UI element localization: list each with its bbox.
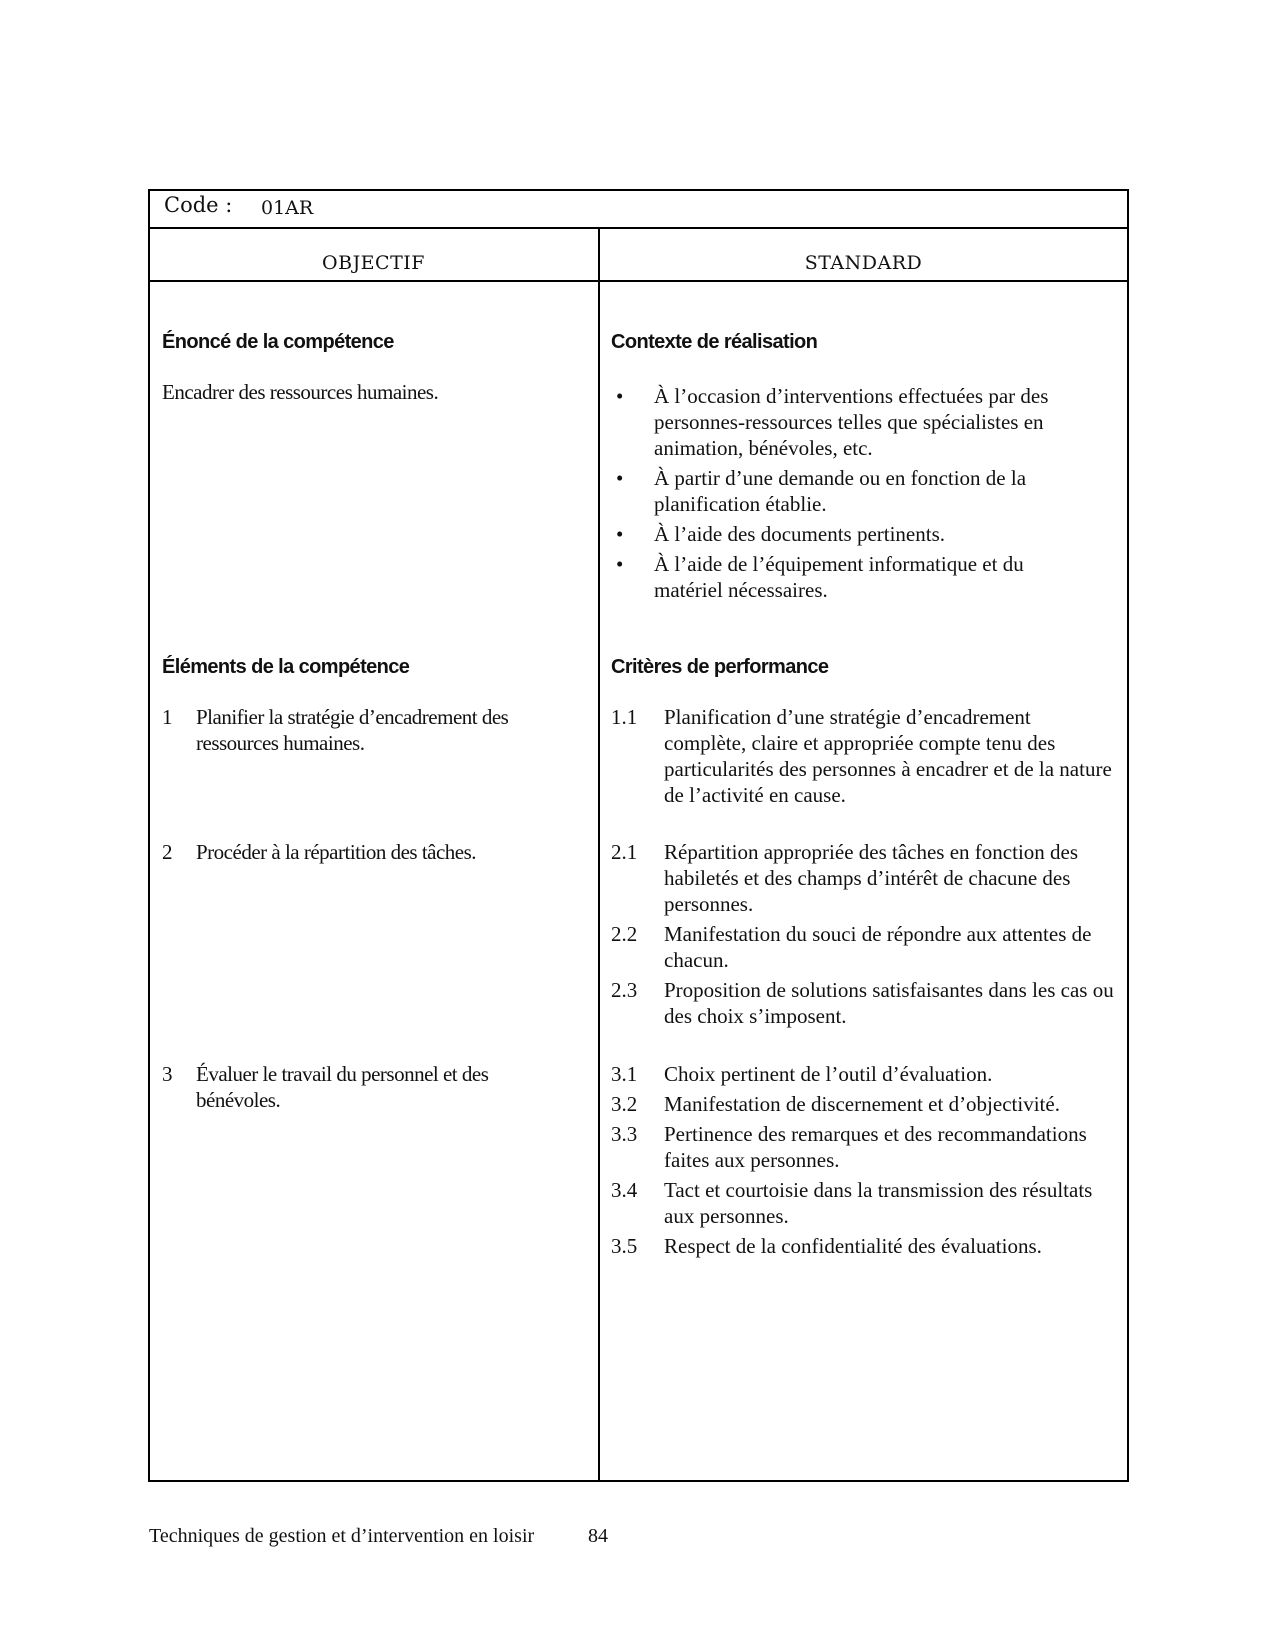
contexte-text: À l’aide de l’équipement informatique et du matériel nécessaires. (654, 552, 1024, 602)
element-item (162, 839, 582, 865)
critere-number: 2.3 (611, 978, 638, 1002)
critere-item (611, 704, 1116, 808)
critere-number: 3.5 (611, 1234, 638, 1258)
enonce-text: Encadrer des ressources humaines. (162, 380, 439, 404)
critere-number: 2.1 (611, 840, 638, 864)
critere-item (611, 1091, 1116, 1117)
criteres-group-2 (611, 839, 1116, 1029)
critere-number: 3.4 (611, 1178, 638, 1202)
objectif-header: OBJECTIF (322, 252, 425, 274)
critere-text: Choix pertinent de l’outil d’évaluation. (664, 1062, 993, 1086)
code-label: Code : (164, 193, 233, 217)
table-border-top (148, 189, 1128, 191)
contexte-text: À partir d’une demande ou en fonction de la planification établie. (654, 466, 1027, 516)
critere-item (611, 977, 1116, 1029)
contexte-item (611, 465, 1081, 517)
contexte-text: À l’aide des documents pertinents. (654, 522, 946, 546)
critere-text: Proposition de solutions satisfaisantes dans les cas ou des choix s’imposent. (664, 978, 1114, 1028)
element-text: Procéder à la répartition des tâches. (196, 840, 477, 864)
element-number: 1 (162, 705, 172, 729)
contexte-item (611, 551, 1081, 603)
critere-item (611, 1233, 1116, 1259)
column-divider (598, 228, 600, 1481)
elements-title: Éléments de la compétence (162, 656, 410, 678)
critere-text: Planification d’une stratégie d’encadrement complète, claire et appropriée compte tenu des particularités des personnes à encadrer et de la nature de l’activité en cause. (664, 705, 1112, 807)
critere-text: Répartition appropriée des tâches en fonction des habiletés et des champs d’intérêt de chacune des personnes. (664, 840, 1079, 916)
element-text: Planifier la stratégie d’encadrement des ressources humaines. (196, 705, 509, 755)
criteres-group-1 (611, 704, 1116, 808)
code-value: 01AR (261, 197, 314, 219)
element-item (162, 1061, 562, 1113)
contexte-title: Contexte de réalisation (611, 331, 818, 353)
page-number: 84 (588, 1525, 608, 1547)
contexte-list (611, 383, 1081, 603)
element-item (162, 704, 582, 756)
bullet-icon: • (616, 522, 624, 546)
table-border-right (1127, 189, 1129, 1482)
criteres-group-3 (611, 1061, 1116, 1259)
element-number: 2 (162, 840, 172, 864)
critere-text: Manifestation de discernement et d’objectivité. (664, 1092, 1060, 1116)
critere-text: Respect de la confidentialité des évaluations. (664, 1234, 1042, 1258)
critere-number: 3.1 (611, 1062, 638, 1086)
critere-number: 1.1 (611, 705, 638, 729)
bullet-icon: • (616, 384, 624, 408)
contexte-item (611, 521, 1081, 547)
standard-header: STANDARD (804, 252, 923, 274)
critere-number: 3.2 (611, 1092, 638, 1116)
header-row-divider (148, 280, 1128, 282)
enonce-title: Énoncé de la compétence (162, 331, 394, 353)
critere-item (611, 921, 1116, 973)
critere-number: 2.2 (611, 922, 638, 946)
bullet-icon: • (616, 466, 624, 490)
bullet-icon: • (616, 552, 624, 576)
critere-number: 3.3 (611, 1122, 638, 1146)
critere-item (611, 1061, 1116, 1087)
element-text: Évaluer le travail du personnel et des bénévoles. (196, 1062, 489, 1112)
table-border-left (148, 189, 150, 1482)
contexte-item (611, 383, 1081, 461)
contexte-text: À l’occasion d’interventions effectuées par des personnes-ressources telles que spécialistes en animation, bénévoles, etc. (654, 384, 1049, 460)
critere-text: Pertinence des remarques et des recommandations faites aux personnes. (664, 1122, 1087, 1172)
table-border-bottom (148, 1480, 1128, 1482)
critere-text: Manifestation du souci de répondre aux attentes de chacun. (664, 922, 1092, 972)
footer-title: Techniques de gestion et d’intervention en loisir (149, 1525, 535, 1547)
critere-item (611, 839, 1116, 917)
code-row-divider (148, 227, 1128, 229)
criteres-title: Critères de performance (611, 656, 829, 678)
critere-text: Tact et courtoisie dans la transmission des résultats aux personnes. (664, 1178, 1093, 1228)
element-number: 3 (162, 1062, 172, 1086)
critere-item (611, 1121, 1116, 1173)
critere-item (611, 1177, 1116, 1229)
